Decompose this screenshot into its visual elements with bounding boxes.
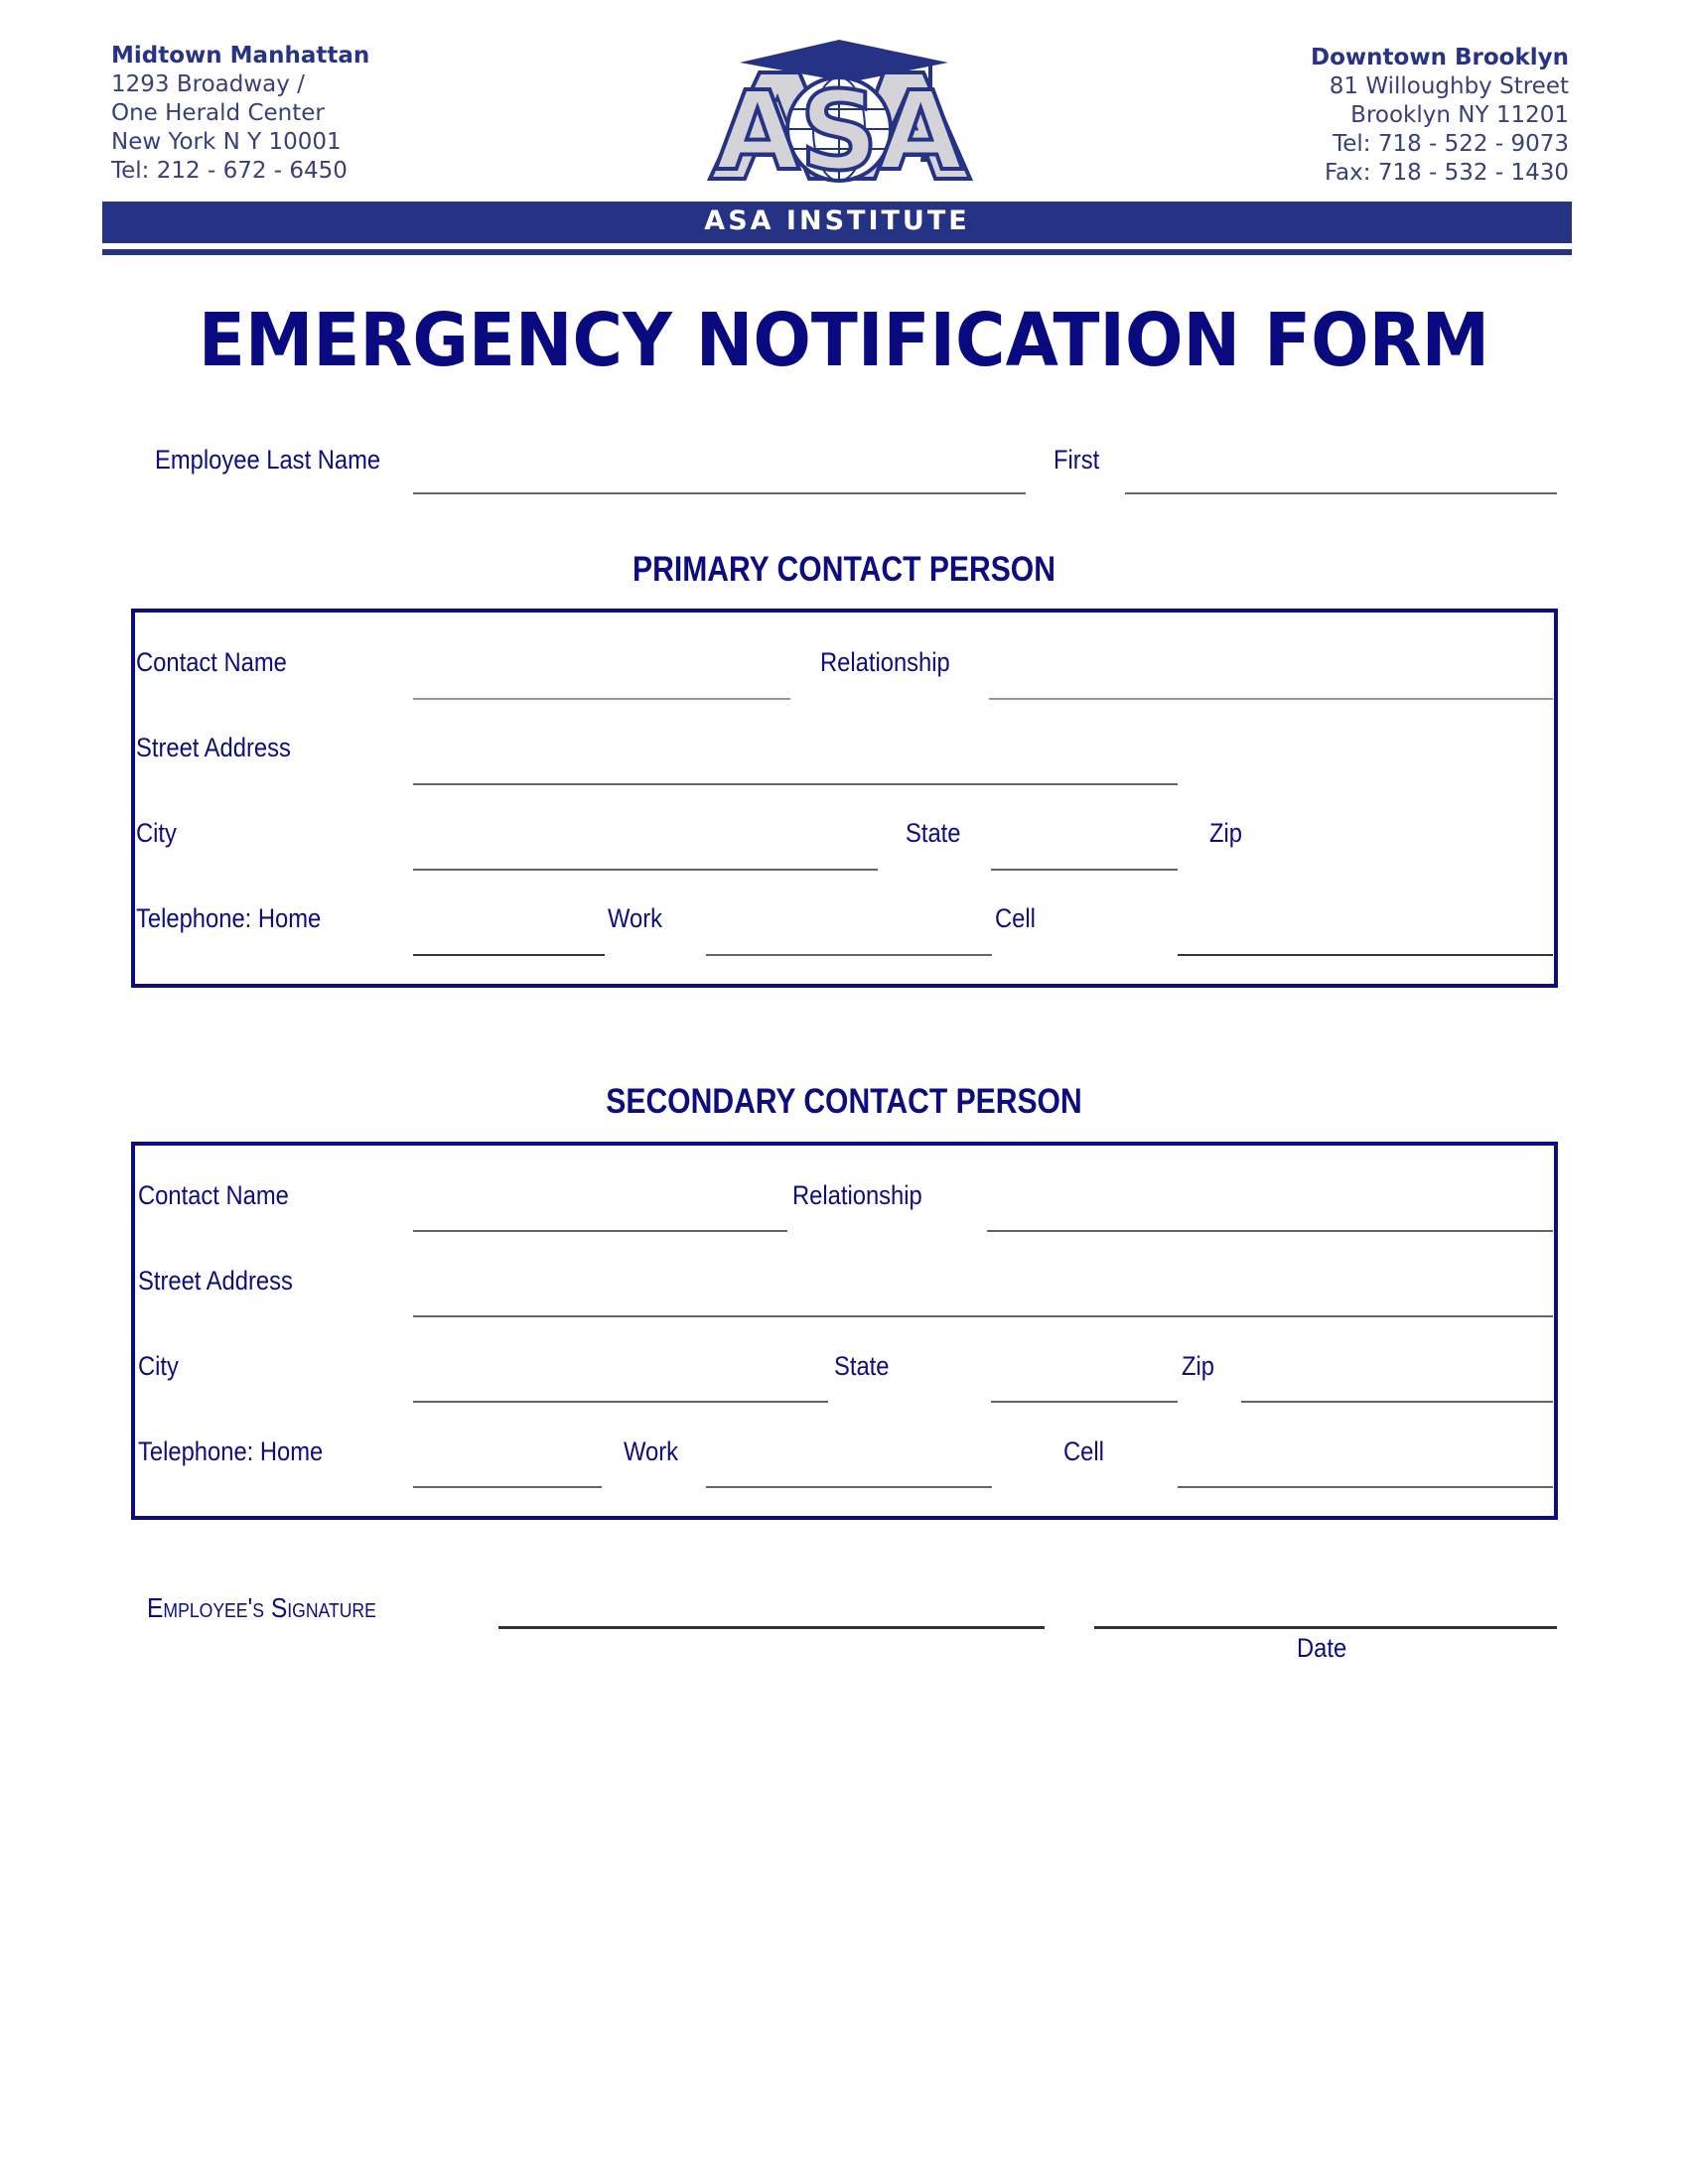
secondary-city-field[interactable] bbox=[413, 1401, 828, 1403]
primary-relationship-field[interactable] bbox=[989, 698, 1553, 700]
secondary-contact-name-field[interactable] bbox=[413, 1230, 787, 1232]
secondary-tel-home-label: Telephone: Home bbox=[138, 1436, 324, 1466]
address-line: One Herald Center bbox=[111, 100, 325, 126]
address-line: 1293 Broadway / bbox=[111, 71, 305, 97]
primary-state-field[interactable] bbox=[991, 869, 1178, 871]
header-divider bbox=[102, 249, 1572, 255]
secondary-tel-home-field[interactable] bbox=[413, 1486, 602, 1488]
secondary-relationship-label: Relationship bbox=[792, 1180, 922, 1210]
brooklyn-office-name: Downtown Brooklyn bbox=[1311, 45, 1569, 70]
address-line: New York N Y 10001 bbox=[111, 129, 342, 155]
secondary-cell-field[interactable] bbox=[1178, 1486, 1553, 1488]
svg-text:ASA: ASA bbox=[715, 68, 963, 187]
secondary-street-field[interactable] bbox=[413, 1315, 1553, 1317]
primary-cell-label: Cell bbox=[995, 903, 1036, 933]
phone-line: Tel: 212 - 672 - 6450 bbox=[111, 158, 348, 184]
institute-name: ASA INSTITUTE bbox=[704, 205, 970, 236]
secondary-relationship-field[interactable] bbox=[987, 1230, 1553, 1232]
secondary-contact-name-label: Contact Name bbox=[138, 1180, 289, 1210]
secondary-contact-heading: SECONDARY CONTACT PERSON bbox=[606, 1082, 1082, 1121]
secondary-work-label: Work bbox=[624, 1436, 679, 1466]
signature-date-label: Date bbox=[1297, 1633, 1347, 1663]
employee-signature-field[interactable] bbox=[498, 1626, 1045, 1629]
primary-tel-home-field[interactable] bbox=[413, 954, 605, 956]
midtown-office-name: Midtown Manhattan bbox=[111, 43, 370, 68]
primary-state-label: State bbox=[906, 818, 961, 848]
graduation-cap-globe-icon bbox=[700, 38, 978, 187]
primary-contact-heading: PRIMARY CONTACT PERSON bbox=[633, 550, 1055, 589]
secondary-street-label: Street Address bbox=[138, 1266, 293, 1296]
primary-contact-name-field[interactable] bbox=[413, 698, 790, 700]
phone-line: Tel: 718 - 522 - 9073 bbox=[1333, 131, 1569, 157]
primary-city-field[interactable] bbox=[413, 869, 878, 871]
secondary-zip-field[interactable] bbox=[1241, 1401, 1553, 1403]
secondary-city-label: City bbox=[138, 1351, 179, 1381]
primary-street-field[interactable] bbox=[413, 783, 1178, 785]
primary-tel-home-label: Telephone: Home bbox=[136, 903, 322, 933]
primary-cell-field[interactable] bbox=[1178, 954, 1553, 956]
brooklyn-office-address bbox=[1311, 44, 1569, 188]
asa-logo bbox=[700, 38, 978, 187]
primary-street-label: Street Address bbox=[136, 733, 291, 762]
institute-banner bbox=[102, 202, 1572, 243]
secondary-state-label: State bbox=[834, 1351, 890, 1381]
signature-date-field[interactable] bbox=[1094, 1626, 1557, 1629]
primary-relationship-label: Relationship bbox=[820, 647, 950, 677]
employee-last-name-field[interactable] bbox=[413, 492, 1026, 494]
primary-zip-label: Zip bbox=[1209, 818, 1243, 848]
midtown-office-address bbox=[111, 42, 369, 186]
employee-first-name-field[interactable] bbox=[1125, 492, 1557, 494]
address-line: Brooklyn NY 11201 bbox=[1350, 102, 1569, 128]
secondary-zip-label: Zip bbox=[1182, 1351, 1215, 1381]
employee-last-name-label: Employee Last Name bbox=[155, 445, 381, 475]
primary-work-field[interactable] bbox=[706, 954, 992, 956]
secondary-state-field[interactable] bbox=[991, 1401, 1178, 1403]
primary-contact-name-label: Contact Name bbox=[136, 647, 287, 677]
secondary-work-field[interactable] bbox=[706, 1486, 992, 1488]
primary-city-label: City bbox=[136, 818, 177, 848]
employee-signature-label: Employee's Signature bbox=[147, 1592, 376, 1623]
primary-work-label: Work bbox=[608, 903, 663, 933]
form-title: EMERGENCY NOTIFICATION FORM bbox=[198, 298, 1490, 383]
employee-first-name-label: First bbox=[1054, 445, 1100, 475]
fax-line: Fax: 718 - 532 - 1430 bbox=[1324, 160, 1569, 186]
address-line: 81 Willoughby Street bbox=[1329, 73, 1569, 99]
secondary-cell-label: Cell bbox=[1063, 1436, 1104, 1466]
